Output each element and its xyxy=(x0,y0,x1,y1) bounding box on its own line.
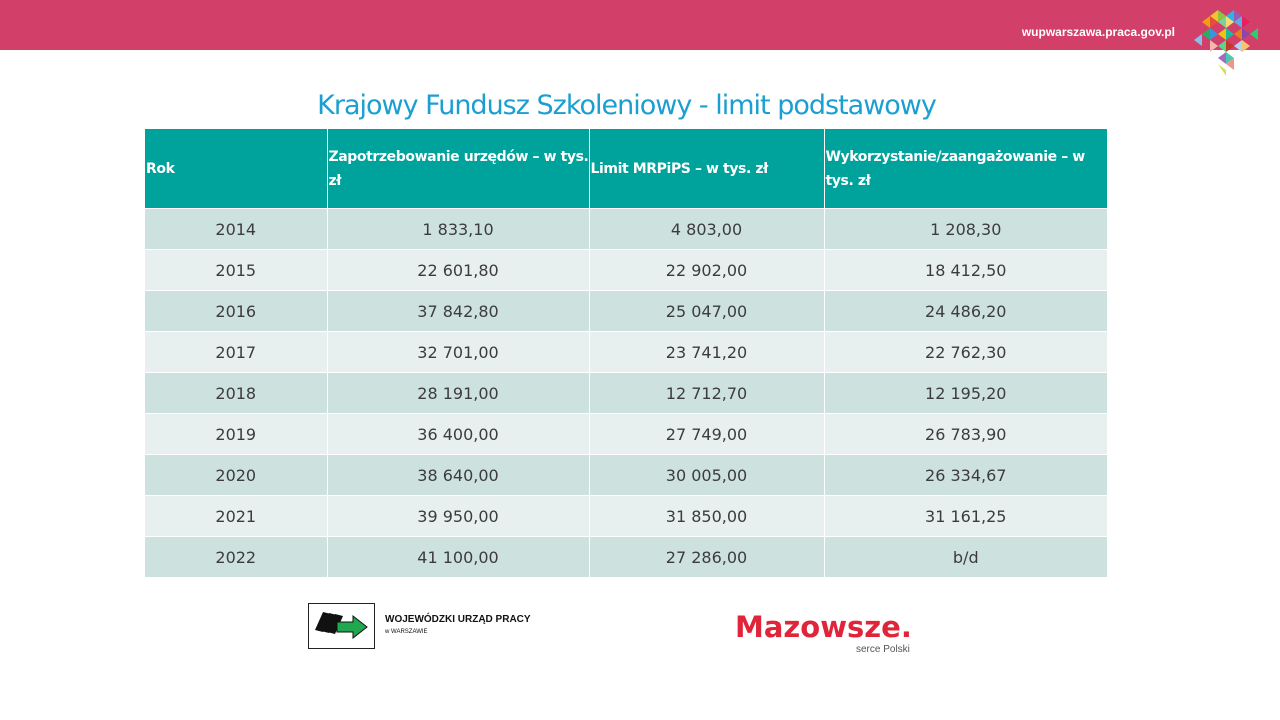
cell-demand: 38 640,00 xyxy=(327,455,589,496)
cell-year: 2015 xyxy=(145,250,327,291)
cell-usage: 1 208,30 xyxy=(824,209,1107,250)
wup-city: w WARSZAWIE xyxy=(385,629,428,635)
table-row xyxy=(145,373,1107,414)
cell-demand: 37 842,80 xyxy=(327,291,589,332)
cell-limit: 27 749,00 xyxy=(589,414,824,455)
table-row xyxy=(145,414,1107,455)
cell-limit: 31 850,00 xyxy=(589,496,824,537)
page-title: Krajowy Fundusz Szkoleniowy - limit podstawowy xyxy=(317,90,936,121)
wup-arrows-icon xyxy=(309,604,374,648)
mazowsze-logo xyxy=(735,610,912,655)
table-header-row xyxy=(145,129,1107,209)
cell-limit: 22 902,00 xyxy=(589,250,824,291)
cell-year: 2021 xyxy=(145,496,327,537)
cell-year: 2019 xyxy=(145,414,327,455)
wup-logo xyxy=(308,603,568,649)
table-row xyxy=(145,455,1107,496)
kfs-limit-table xyxy=(145,129,1107,577)
cell-demand: 39 950,00 xyxy=(327,496,589,537)
table-row xyxy=(145,291,1107,332)
cell-year: 2018 xyxy=(145,373,327,414)
wup-mosaic-logo-icon xyxy=(1190,6,1260,82)
cell-usage: 26 334,67 xyxy=(824,455,1107,496)
cell-limit: 27 286,00 xyxy=(589,537,824,578)
column-header-year: Rok xyxy=(145,129,327,209)
cell-demand: 22 601,80 xyxy=(327,250,589,291)
cell-year: 2016 xyxy=(145,291,327,332)
column-header-limit: Limit MRPiPS – w tys. zł xyxy=(589,129,824,209)
table-row xyxy=(145,209,1107,250)
cell-demand: 36 400,00 xyxy=(327,414,589,455)
mazowsze-tagline: serce Polski xyxy=(856,644,910,655)
cell-limit: 30 005,00 xyxy=(589,455,824,496)
table-row xyxy=(145,250,1107,291)
cell-demand: 28 191,00 xyxy=(327,373,589,414)
cell-usage: b/d xyxy=(824,537,1107,578)
cell-year: 2020 xyxy=(145,455,327,496)
cell-year: 2014 xyxy=(145,209,327,250)
cell-usage: 22 762,30 xyxy=(824,332,1107,373)
cell-demand: 1 833,10 xyxy=(327,209,589,250)
mazowsze-wordmark: Mazowsze. xyxy=(735,610,912,644)
cell-year: 2022 xyxy=(145,537,327,578)
cell-limit: 12 712,70 xyxy=(589,373,824,414)
cell-usage: 31 161,25 xyxy=(824,496,1107,537)
cell-demand: 32 701,00 xyxy=(327,332,589,373)
cell-limit: 4 803,00 xyxy=(589,209,824,250)
wup-logo-box xyxy=(308,603,375,649)
column-header-usage: Wykorzystanie/zaangażowanie – w tys. zł xyxy=(824,129,1107,209)
table-row xyxy=(145,537,1107,578)
table-row xyxy=(145,332,1107,373)
wup-name: WOJEWÓDZKI URZĄD PRACY xyxy=(385,614,531,625)
cell-year: 2017 xyxy=(145,332,327,373)
cell-limit: 25 047,00 xyxy=(589,291,824,332)
cell-usage: 24 486,20 xyxy=(824,291,1107,332)
table-row xyxy=(145,496,1107,537)
cell-limit: 23 741,20 xyxy=(589,332,824,373)
site-url-link[interactable]: wupwarszawa.praca.gov.pl xyxy=(1021,25,1175,39)
column-header-demand: Zapotrzebowanie urzędów – w tys. zł xyxy=(327,129,589,209)
cell-usage: 18 412,50 xyxy=(824,250,1107,291)
cell-usage: 12 195,20 xyxy=(824,373,1107,414)
cell-usage: 26 783,90 xyxy=(824,414,1107,455)
cell-demand: 41 100,00 xyxy=(327,537,589,578)
